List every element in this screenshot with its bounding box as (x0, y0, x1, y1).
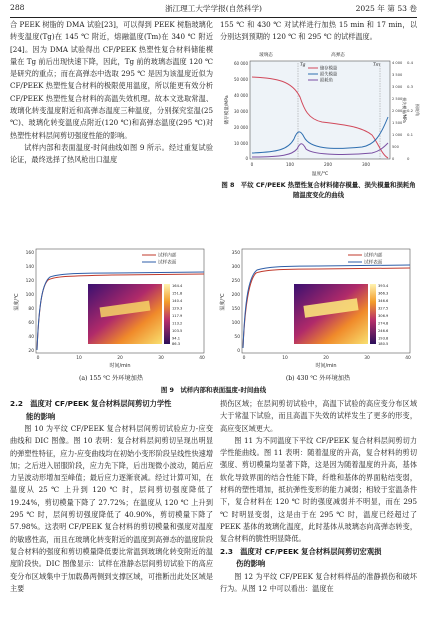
fig9a-temperature-chart (12, 246, 210, 371)
colorbar-label: 246.6 (378, 329, 389, 333)
colorbar-label: 193.8 (378, 336, 389, 341)
paragraph: 图 12 为平纹 CF/PEEK 复合材料样品的准静损伤和破坏行为。从图 12 中可以看出：温度在 (220, 571, 417, 593)
tick-label: 2 000 (392, 109, 403, 113)
rubbery-region-label: 高弹态 (331, 53, 345, 58)
tick-label: 1 500 (392, 121, 403, 125)
colorbar-label: 393.4 (378, 284, 389, 288)
tick-label: 10 (282, 356, 288, 361)
colorbar-label: 103.5 (172, 329, 183, 333)
section-title-line2: 伤的影响 (236, 559, 266, 569)
tick-label: 0 (407, 156, 410, 161)
tick-label: 30 (364, 356, 370, 361)
tick-label: 0 (245, 156, 248, 161)
section22-title (10, 398, 213, 423)
tick-label: 30 000 (234, 109, 248, 114)
fig8-xlabel: 温度/℃ (311, 172, 329, 177)
paragraph: 合 PEEK 树脂的 DMA 试验[23]，可以得到 PEEK 树脂玻璃化转变温度(Tg)在 145 ℃ 附近，熔融温度(Tm)在 340 ℃ 附近[24]。因为 DMA 试验得出 CF/PEEK 热塑性复合材料储能模量在 Tg 前后出现快速下降，因此，Tg 前的玻璃态温度 120 ℃ 是研究的重点；而在高弹态中选取 295 ℃ 是因为该温度近似为 CF/PEEK 热塑性复合材料的极限使用温度，所以能更有效分析 CF/PEEK 热塑性复合材料的高温失效机理。故本文选取常温、玻璃化转变温度附近和高弹态温度三种温度，分别探究室温(25 ℃)、玻璃化转变温度点附近(120 ℃)和高弹态温度(295 ℃)对热塑性材料层间剪切强度性能的影响。 (10, 20, 213, 140)
tm-label: Tm (373, 63, 380, 68)
tick-label: 30 (158, 356, 164, 361)
tick-label: 20 (117, 356, 123, 361)
colorbar-label: 86.3 (172, 342, 181, 346)
legend-label: 试样表面 (364, 260, 383, 266)
tick-label: 300 (362, 162, 370, 167)
tick-label: 150 (231, 307, 240, 312)
glass-region-label: 玻璃态 (259, 53, 273, 58)
fig9b-temperature-chart (218, 246, 418, 371)
colorbar-label: 129.3 (172, 306, 183, 311)
legend-label: 储存模量 (320, 66, 338, 72)
fig9b-y-ticks (232, 250, 241, 354)
tick-label: 2 500 (392, 97, 403, 101)
tick-label: 20 (28, 349, 34, 354)
page-header (10, 3, 417, 17)
fig9a-xlabel: 时间/min (109, 363, 131, 369)
fig9a-sublabel: (a) 155 ℃ 外环境加热 (78, 375, 144, 382)
section22 (10, 398, 213, 595)
tick-label: 0 (250, 162, 254, 167)
fig9b-x-ticks (243, 355, 411, 361)
tick-label: 100 (286, 162, 294, 167)
header-rule (10, 17, 417, 18)
fig9b-ylabel: 温度/℃ (220, 293, 226, 311)
tick-label: 0 (242, 356, 246, 361)
page-number: 288 (10, 3, 25, 12)
tick-label: 500 (392, 145, 399, 149)
fig8-x-ticks (251, 162, 371, 167)
colorbar-label: 327.5 (378, 306, 389, 311)
tick-label: 4 000 (392, 61, 403, 65)
fig9b-colorbar (370, 284, 376, 344)
tick-label: 60 000 (234, 61, 248, 66)
section-title-line1: 2.2 温度对 CF/PEEK 复合材料层间剪切力学性 (10, 399, 172, 408)
fig9-caption: 图 9 试样内部和表面温度-时间曲线 (160, 386, 267, 394)
tick-label: 3 500 (392, 73, 403, 77)
tick-label: 20 (323, 356, 329, 361)
tick-label: 40 (199, 356, 205, 361)
fig8-ylabel-mid: 损失模量/MPa (402, 97, 407, 123)
section-title-line1: 2.3 温度对 CF/PEEK 复合材料层间剪切宏观损 (220, 546, 382, 556)
tick-label: 250 (231, 279, 240, 284)
fig8-caption: 图 8 平纹 CF/PEEK 热塑性复合材料储存模量、损失模量和损耗角随温度变化的曲线 (221, 181, 416, 199)
fig8-ylabel-right: 损耗角 (415, 104, 420, 116)
tick-label: 120 (25, 279, 34, 284)
fig9b-xlabel: 时间/min (315, 363, 337, 369)
colorbar-label: 180.5 (378, 342, 389, 346)
colorbar-label: 164.4 (172, 284, 183, 288)
tick-label: 80 (28, 307, 34, 312)
fig8-dma-chart (222, 53, 420, 179)
colorbar-label: 113.2 (172, 321, 183, 326)
tick-label: 140 (25, 265, 34, 270)
tick-label: 10 000 (234, 141, 248, 146)
left-column-text (10, 19, 213, 167)
colorbar-label: 140.4 (172, 299, 183, 303)
tick-label: 40 000 (234, 93, 248, 98)
tick-label: 0 (36, 356, 40, 361)
tick-label: 10 (76, 356, 82, 361)
colorbar-label: 346.6 (378, 299, 389, 303)
paragraph: 155 ℃ 和 430 ℃ 对试样进行加热 15 min 和 17 min，以分别达到预期的 120 ℃ 和 295 ℃ 的试样温度。 (220, 20, 417, 42)
tick-label: 300 (231, 265, 240, 270)
right-column-bottom (220, 398, 417, 595)
fig9a-ylabel: 温度/℃ (14, 293, 20, 311)
colorbar-label: 274.8 (378, 321, 389, 326)
fig9b-colorbar-labels (378, 284, 389, 346)
colorbar-label: 117.9 (172, 314, 183, 318)
tick-label: 50 (234, 335, 240, 340)
tick-label: 40 (405, 356, 411, 361)
tick-label: 350 (231, 251, 240, 256)
tick-label: 100 (25, 293, 34, 298)
tick-label: 200 (231, 293, 240, 298)
fig8-y-mid-ticks (392, 61, 403, 161)
tick-label: 160 (25, 251, 34, 256)
tick-label: 1 000 (392, 133, 403, 137)
tick-label: 0 (392, 157, 395, 161)
legend-label: 试样内部 (158, 253, 177, 259)
fig8-y-right-ticks (407, 60, 414, 161)
tick-label: 0.4 (407, 60, 414, 65)
tick-label: 60 (28, 321, 34, 326)
colorbar-label: 151.8 (172, 291, 183, 296)
tick-label: 0.3 (407, 84, 414, 89)
tick-label: 0.2 (407, 108, 414, 113)
legend-label: 损失模量 (320, 72, 338, 78)
paragraph: 试样内部和表面温度-时间曲线如图 9 所示。经过重复试验论证，最终选择了热风枪出口温度 (10, 142, 213, 165)
fig9a-colorbar (164, 284, 170, 344)
fig8-y-left-ticks (234, 61, 248, 161)
tick-label: 200 (324, 162, 332, 167)
colorbar-label: 306.9 (378, 314, 389, 318)
tick-label: 20 000 (234, 125, 248, 130)
colorbar-label: 366.3 (378, 291, 389, 296)
tick-label: 40 (28, 335, 34, 340)
paragraph: 损伤区域；在层间剪切试验中，高温下试验的高应变分布区域大于常温下试验，而且高温下失效的试样发生了更多的形变，高应变区域更大。 (220, 399, 417, 433)
legend-label: 损耗角 (320, 78, 333, 84)
tick-label: 0 (237, 349, 240, 354)
tick-label: 3 000 (392, 85, 403, 89)
section-title-line2: 能的影响 (26, 411, 56, 421)
legend-label: 试样内部 (364, 253, 383, 259)
colorbar-label: 94.1 (172, 336, 181, 341)
tick-label: 100 (231, 321, 240, 326)
legend-label: 试样表面 (158, 260, 177, 266)
journal-issue: 2025 年 第 53 卷 (355, 4, 417, 13)
fig8-ylabel-left: 储存模量/MPa (225, 95, 230, 125)
fig9a-x-ticks (37, 355, 205, 361)
paragraph: 图 11 为不同温度下平纹 CF/PEEK 复合材料层间剪切力学性能曲线。图 11 表明：随着温度的升高，复合材料的剪切强度、剪切模量均显著下降，这是因为随着温度的升高，基体软化导致界面的结合性能下降，纤维和基体的界面粘结变弱，材料的塑性增加，抵抗弹性变形的能力减弱；相较于室温条件下，复合材料在 120 ℃ 时的强度减弱并不明显，而在 295 ℃ 时明显变弱，这是由于在 295 ℃ 时，温度已经超过了 PEEK 基体的玻璃化温度，此时基体从玻璃态向高弹态转变，复合材料的脆性明显降低。 (220, 435, 417, 544)
tg-label: Tg (300, 63, 306, 68)
paragraph: 图 10 为平纹 CF/PEEK 复合材料层间剪切试验应力-应变曲线和 DIC 图像。图 10 表明：复合材料层间剪切呈现出明显的弹塑性特征，应力-应变曲线均在初始小变形阶段呈线性快速增加；之后进入屈服阶段，应力先下降，后出现微小波动，随后应力呈波动形增加至峰值；最后应力逐渐衰减。经过计算可知，在温度从 25 ℃ 上升到 120 ℃ 时，层间剪切强度降低了 19.24%，剪切模量下降了 27.72%；在温度从 120 ℃ 上升到 295 ℃ 时，层间剪切强度降低了 40.90%，剪切模量下降了 57.98%。这表明 CF/PEEK 复合材料的剪切模量和强度对温度的敏感性高，而且在玻璃化转变附近的温度到高弹态的温度阶段复合材料的强度和剪切模量降低要比常温到玻璃化转变附近的温度阶段快。DIC 图像显示：试样在准静态层间剪切试验下的高应变分布区域集中于加载鼻两侧到支撑区域，可推断出此处区域是主要 (10, 424, 213, 593)
journal-name: 浙江理工大学学报(自然科学) (164, 4, 263, 13)
tick-label: 0.1 (407, 132, 414, 137)
tick-label: 50 000 (234, 77, 248, 82)
right-column-text (220, 19, 417, 44)
fig9b-sublabel: (b) 430 ℃ 外环境加热 (285, 375, 351, 382)
section23-title (220, 546, 417, 571)
fig9a-y-ticks (26, 250, 35, 354)
